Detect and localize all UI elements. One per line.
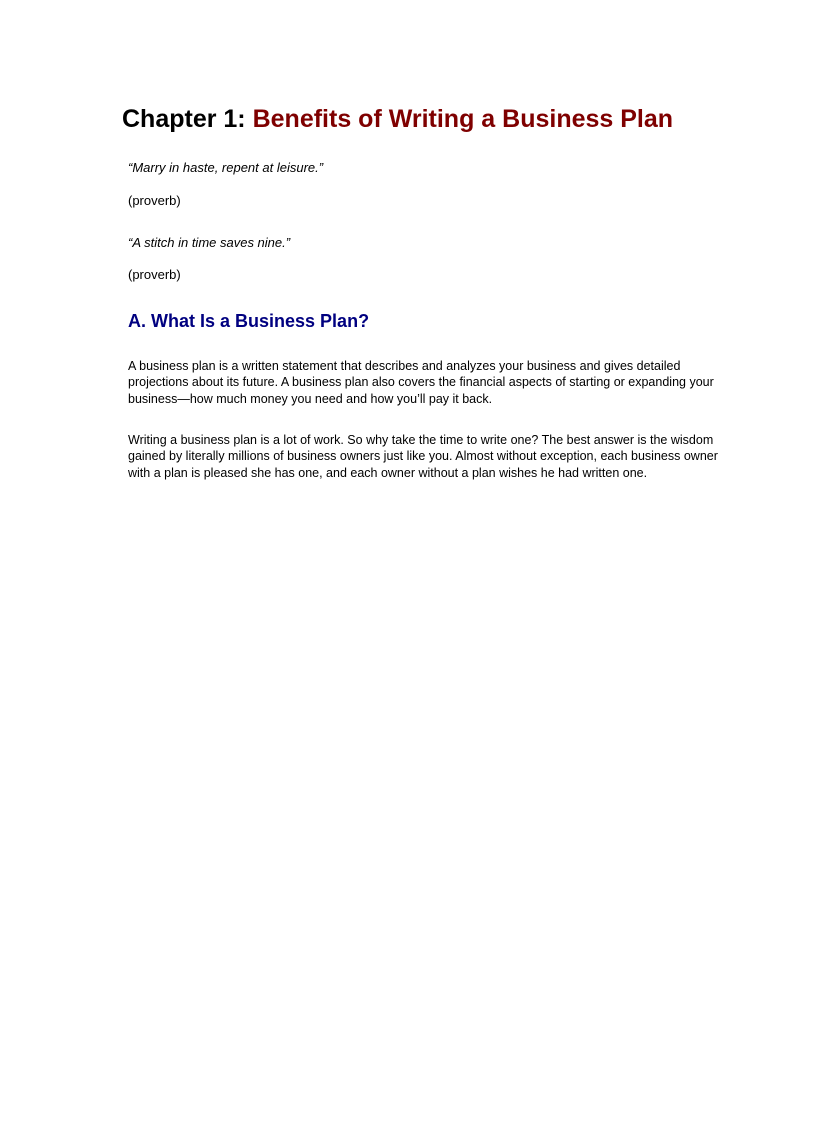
epigraph-quote-1: “Marry in haste, repent at leisure.”	[128, 160, 324, 175]
body-paragraph-1: A business plan is a written statement that describes and analyzes your business and gives detailed projections about its future. A business plan also covers the financial aspects of starting or expanding your business—how much money you need and how you’ll pay it back.	[128, 359, 714, 406]
section-heading: A. What Is a Business Plan?	[128, 311, 370, 331]
epigraph-attribution-2: (proverb)	[128, 267, 181, 282]
epigraph-quote-2: “A stitch in time saves nine.”	[128, 235, 291, 250]
chapter-title	[122, 103, 673, 135]
epigraph-attribution-1: (proverb)	[128, 193, 181, 208]
chapter-title-text: Benefits of Writing a Business Plan	[252, 105, 674, 133]
body-paragraph-2: Writing a business plan is a lot of work. So why take the time to write one? The best answer is the wisdom gained by literally millions of business owners just like you. Almost without exception, each business owner with a plan is pleased she has one, and each owner without a plan wishes he had written one.	[128, 433, 718, 480]
chapter-number: Chapter 1:	[122, 105, 253, 133]
